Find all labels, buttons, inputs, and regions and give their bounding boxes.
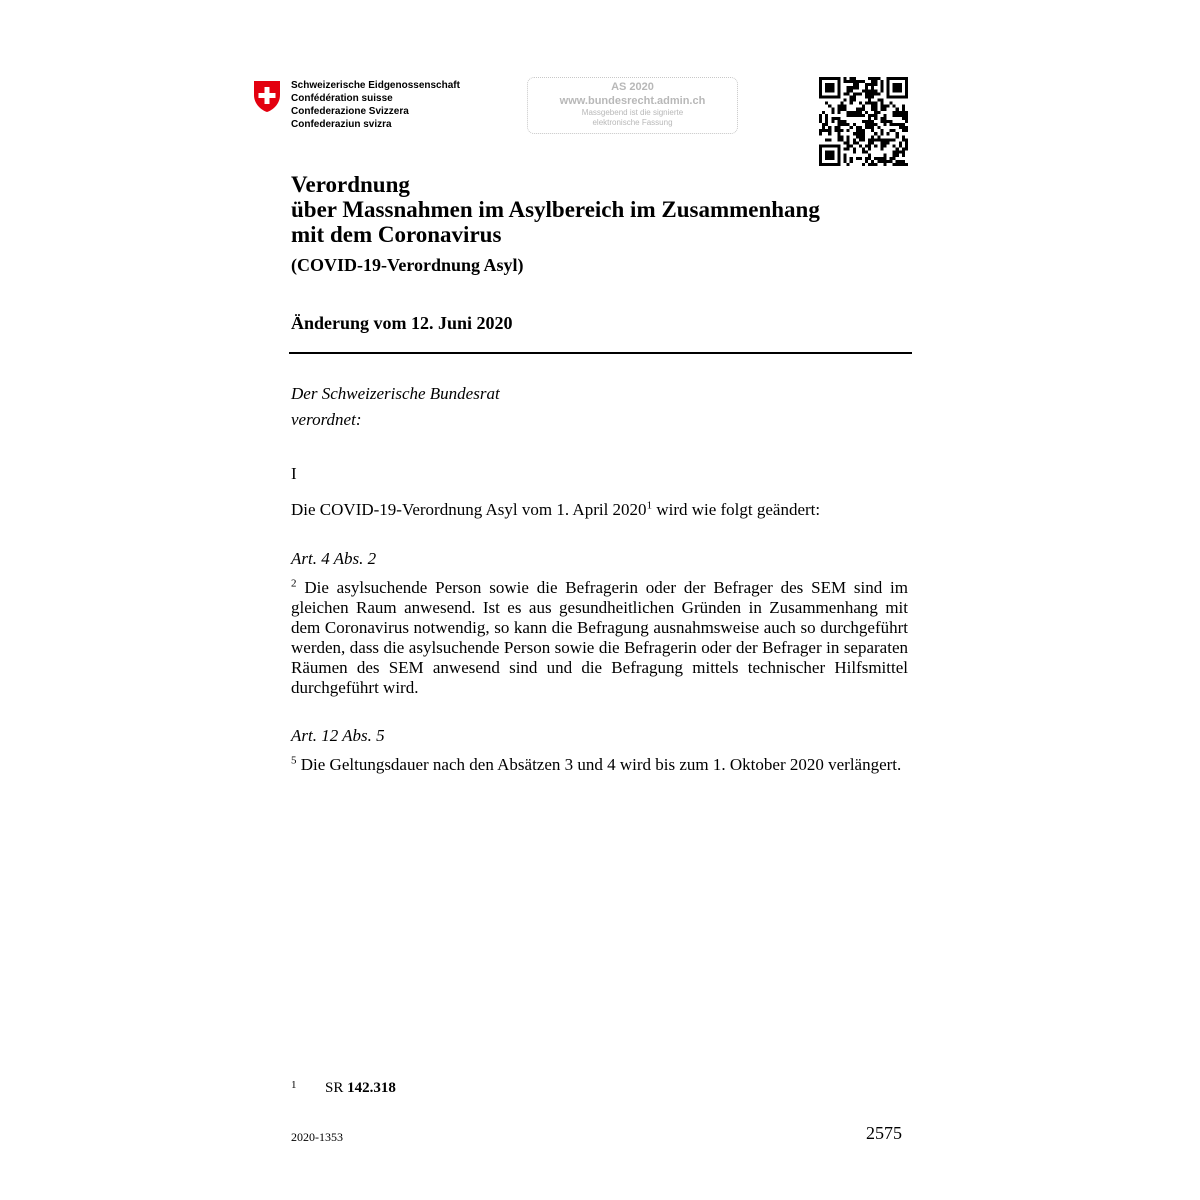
title-line-3: mit dem Coronavirus xyxy=(291,222,502,247)
stamp-volume: AS 2020 xyxy=(611,81,654,93)
confederation-name-rm: Confederaziun svizra xyxy=(291,119,392,130)
confederation-names xyxy=(291,79,460,131)
paragraph-number: 2 xyxy=(291,577,297,590)
title-divider xyxy=(289,352,912,354)
official-collection-stamp xyxy=(527,77,738,134)
stamp-url: www.bundesrecht.admin.ch xyxy=(559,95,706,107)
confederation-name-it: Confederazione Svizzera xyxy=(291,106,409,117)
stamp-note-2: elektronische Fassung xyxy=(592,118,673,127)
page-title xyxy=(291,172,820,247)
paragraph-text: Die asylsuchende Person sowie die Befragerin oder der Befrager des SEM sind im gleichen Raum anwesend. Ist es aus gesundheitlichen Gründen in Zusammenhang mit dem Coronavirus notwendig, so kann die Befragung ausnahmsweise auch so durchgeführt werden, dass die asylsuchende Person sowie die Befragerin oder der Befrager in separaten Räumen des SEM anwesend sind und die Befragung mittels technischer Hilfsmittel durchgeführt wird. xyxy=(291,578,908,697)
article-paragraph xyxy=(291,755,908,775)
confederation-name-de: Schweizerische Eidgenossenschaft xyxy=(291,80,460,91)
intro-text: Die COVID-19-Verordnung Asyl vom 1. April 2020 xyxy=(291,500,647,519)
document-number: 2020-1353 xyxy=(291,1130,343,1144)
paragraph-text: Die Geltungsdauer nach den Absätzen 3 und 4 wird bis zum 1. Oktober 2020 verlängert. xyxy=(296,755,902,774)
page-number: 2575 xyxy=(866,1123,902,1143)
stamp-note-1: Massgebend ist die signierte xyxy=(581,108,684,117)
preamble xyxy=(291,381,500,433)
intro-text-end: wird wie folgt geändert: xyxy=(652,500,821,519)
section-numeral: I xyxy=(291,464,297,483)
swiss-coat-of-arms-icon xyxy=(252,80,282,113)
footnote-mark: 1 xyxy=(291,1079,297,1091)
qr-code-icon xyxy=(819,77,908,166)
amendment-date: Änderung vom 12. Juni 2020 xyxy=(291,313,513,333)
confederation-name-fr: Confédération suisse xyxy=(291,93,393,104)
footnote-ref: 1 xyxy=(646,499,653,512)
article-heading: Art. 12 Abs. 5 xyxy=(291,726,385,745)
footnote xyxy=(291,1079,396,1097)
short-title: (COVID-19-Verordnung Asyl) xyxy=(291,255,524,275)
title-line-2: über Massnahmen im Asylbereich im Zusammenhang xyxy=(291,197,820,222)
footnote-sr-number: 142.318 xyxy=(347,1080,396,1096)
article-paragraph xyxy=(291,578,908,698)
article-heading: Art. 4 Abs. 2 xyxy=(291,549,377,568)
title-line-1: Verordnung xyxy=(291,172,410,197)
footnote-prefix: SR xyxy=(325,1080,348,1096)
paragraph-number: 5 xyxy=(291,754,297,767)
preamble-verb: verordnet: xyxy=(291,410,362,429)
preamble-issuer: Der Schweizerische Bundesrat xyxy=(291,384,500,403)
amendment-intro xyxy=(291,500,820,520)
